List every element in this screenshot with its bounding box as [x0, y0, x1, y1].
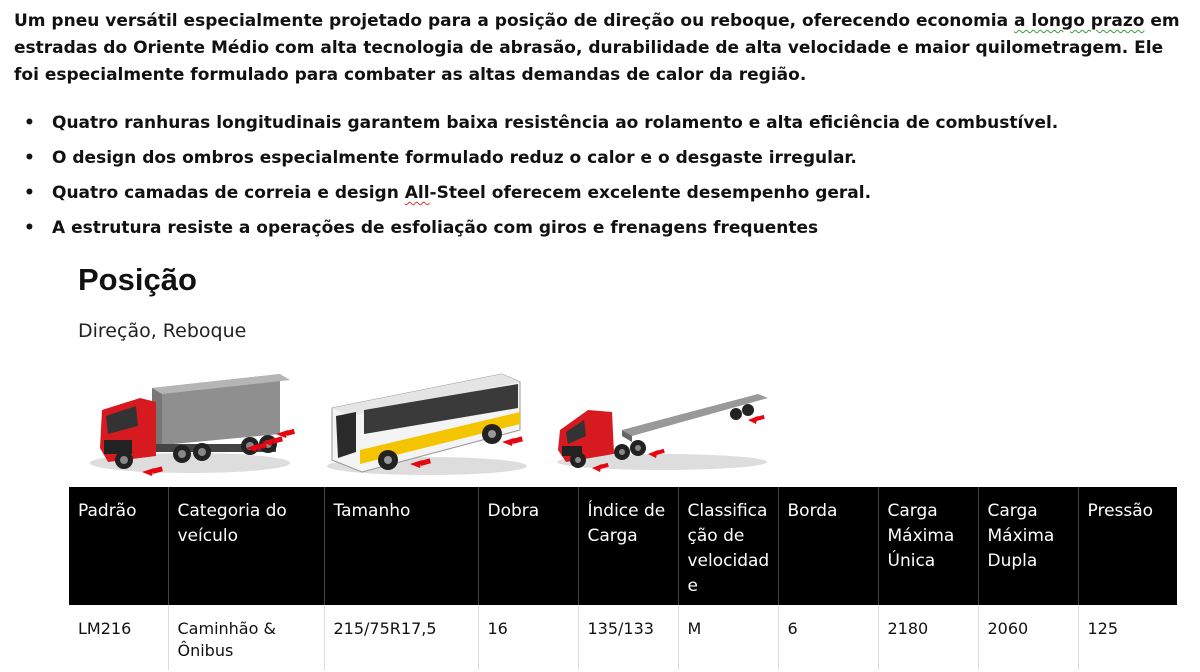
spellcheck-mark: All — [404, 183, 430, 203]
column-header: Dobra — [478, 487, 578, 605]
table-cell: 135/133 — [578, 605, 678, 670]
feature-list — [22, 110, 1058, 250]
column-header: Carga Máxima Única — [878, 487, 978, 605]
table-cell: LM216 — [69, 605, 168, 670]
table-cell: M — [678, 605, 778, 670]
list-item: • Quatro ranhuras longitudinais garantem baixa resistência ao rolamento e alta eficiência de combustível. — [22, 110, 1058, 145]
column-header: Borda — [778, 487, 878, 605]
column-header: Carga Máxima Dupla — [978, 487, 1078, 605]
table-cell: 6 — [778, 605, 878, 670]
position-title: Posição — [78, 262, 197, 297]
bullet-icon: • — [24, 113, 35, 133]
table-cell: 16 — [478, 605, 578, 670]
table-cell: 2180 — [878, 605, 978, 670]
bullet-icon: • — [24, 148, 35, 168]
list-item: • O design dos ombros especialmente formulado reduz o calor e o desgaste irregular. — [22, 145, 1058, 180]
column-header: Índice de Carga — [578, 487, 678, 605]
table-cell: 125 — [1078, 605, 1177, 670]
column-header: Categoria do veículo — [168, 487, 324, 605]
list-item: • A estrutura resiste a operações de esfoliação com giros e frenagens frequentes — [22, 215, 1058, 250]
list-item: • Quatro camadas de correia e design All-Steel oferecem excelente desempenho geral. — [22, 180, 1058, 215]
intro-paragraph — [14, 8, 1186, 89]
intro-text: Um pneu versátil especialmente projetado para a posição de direção ou reboque, oferecendo economia — [14, 11, 1015, 31]
bullet-icon: • — [24, 183, 35, 203]
bus-image — [322, 368, 532, 483]
position-subtitle: Direção, Reboque — [78, 320, 247, 342]
intro-text-end: em estradas do Oriente Médio com alta tecnologia de abrasão, durabilidade de alta velocidade e maior quilometragem. Ele foi especialmente formulado para combater as altas demandas de calor da região. — [14, 11, 1180, 85]
box-truck-image — [90, 368, 300, 483]
table-header-row — [69, 487, 1177, 605]
column-header: Pressão — [1078, 487, 1177, 605]
table-cell: 215/75R17,5 — [324, 605, 478, 670]
table-cell: 2060 — [978, 605, 1078, 670]
column-header: Classificação de velocidade — [678, 487, 778, 605]
bullet-icon: • — [24, 218, 35, 238]
column-header: Padrão — [69, 487, 168, 605]
spec-table — [69, 487, 1177, 670]
table-cell: Caminhão & Ônibus — [168, 605, 324, 670]
table-row — [69, 605, 1177, 670]
column-header: Tamanho — [324, 487, 478, 605]
intro-highlight: a longo prazo — [1014, 11, 1145, 31]
flatbed-truck-image — [552, 380, 772, 480]
